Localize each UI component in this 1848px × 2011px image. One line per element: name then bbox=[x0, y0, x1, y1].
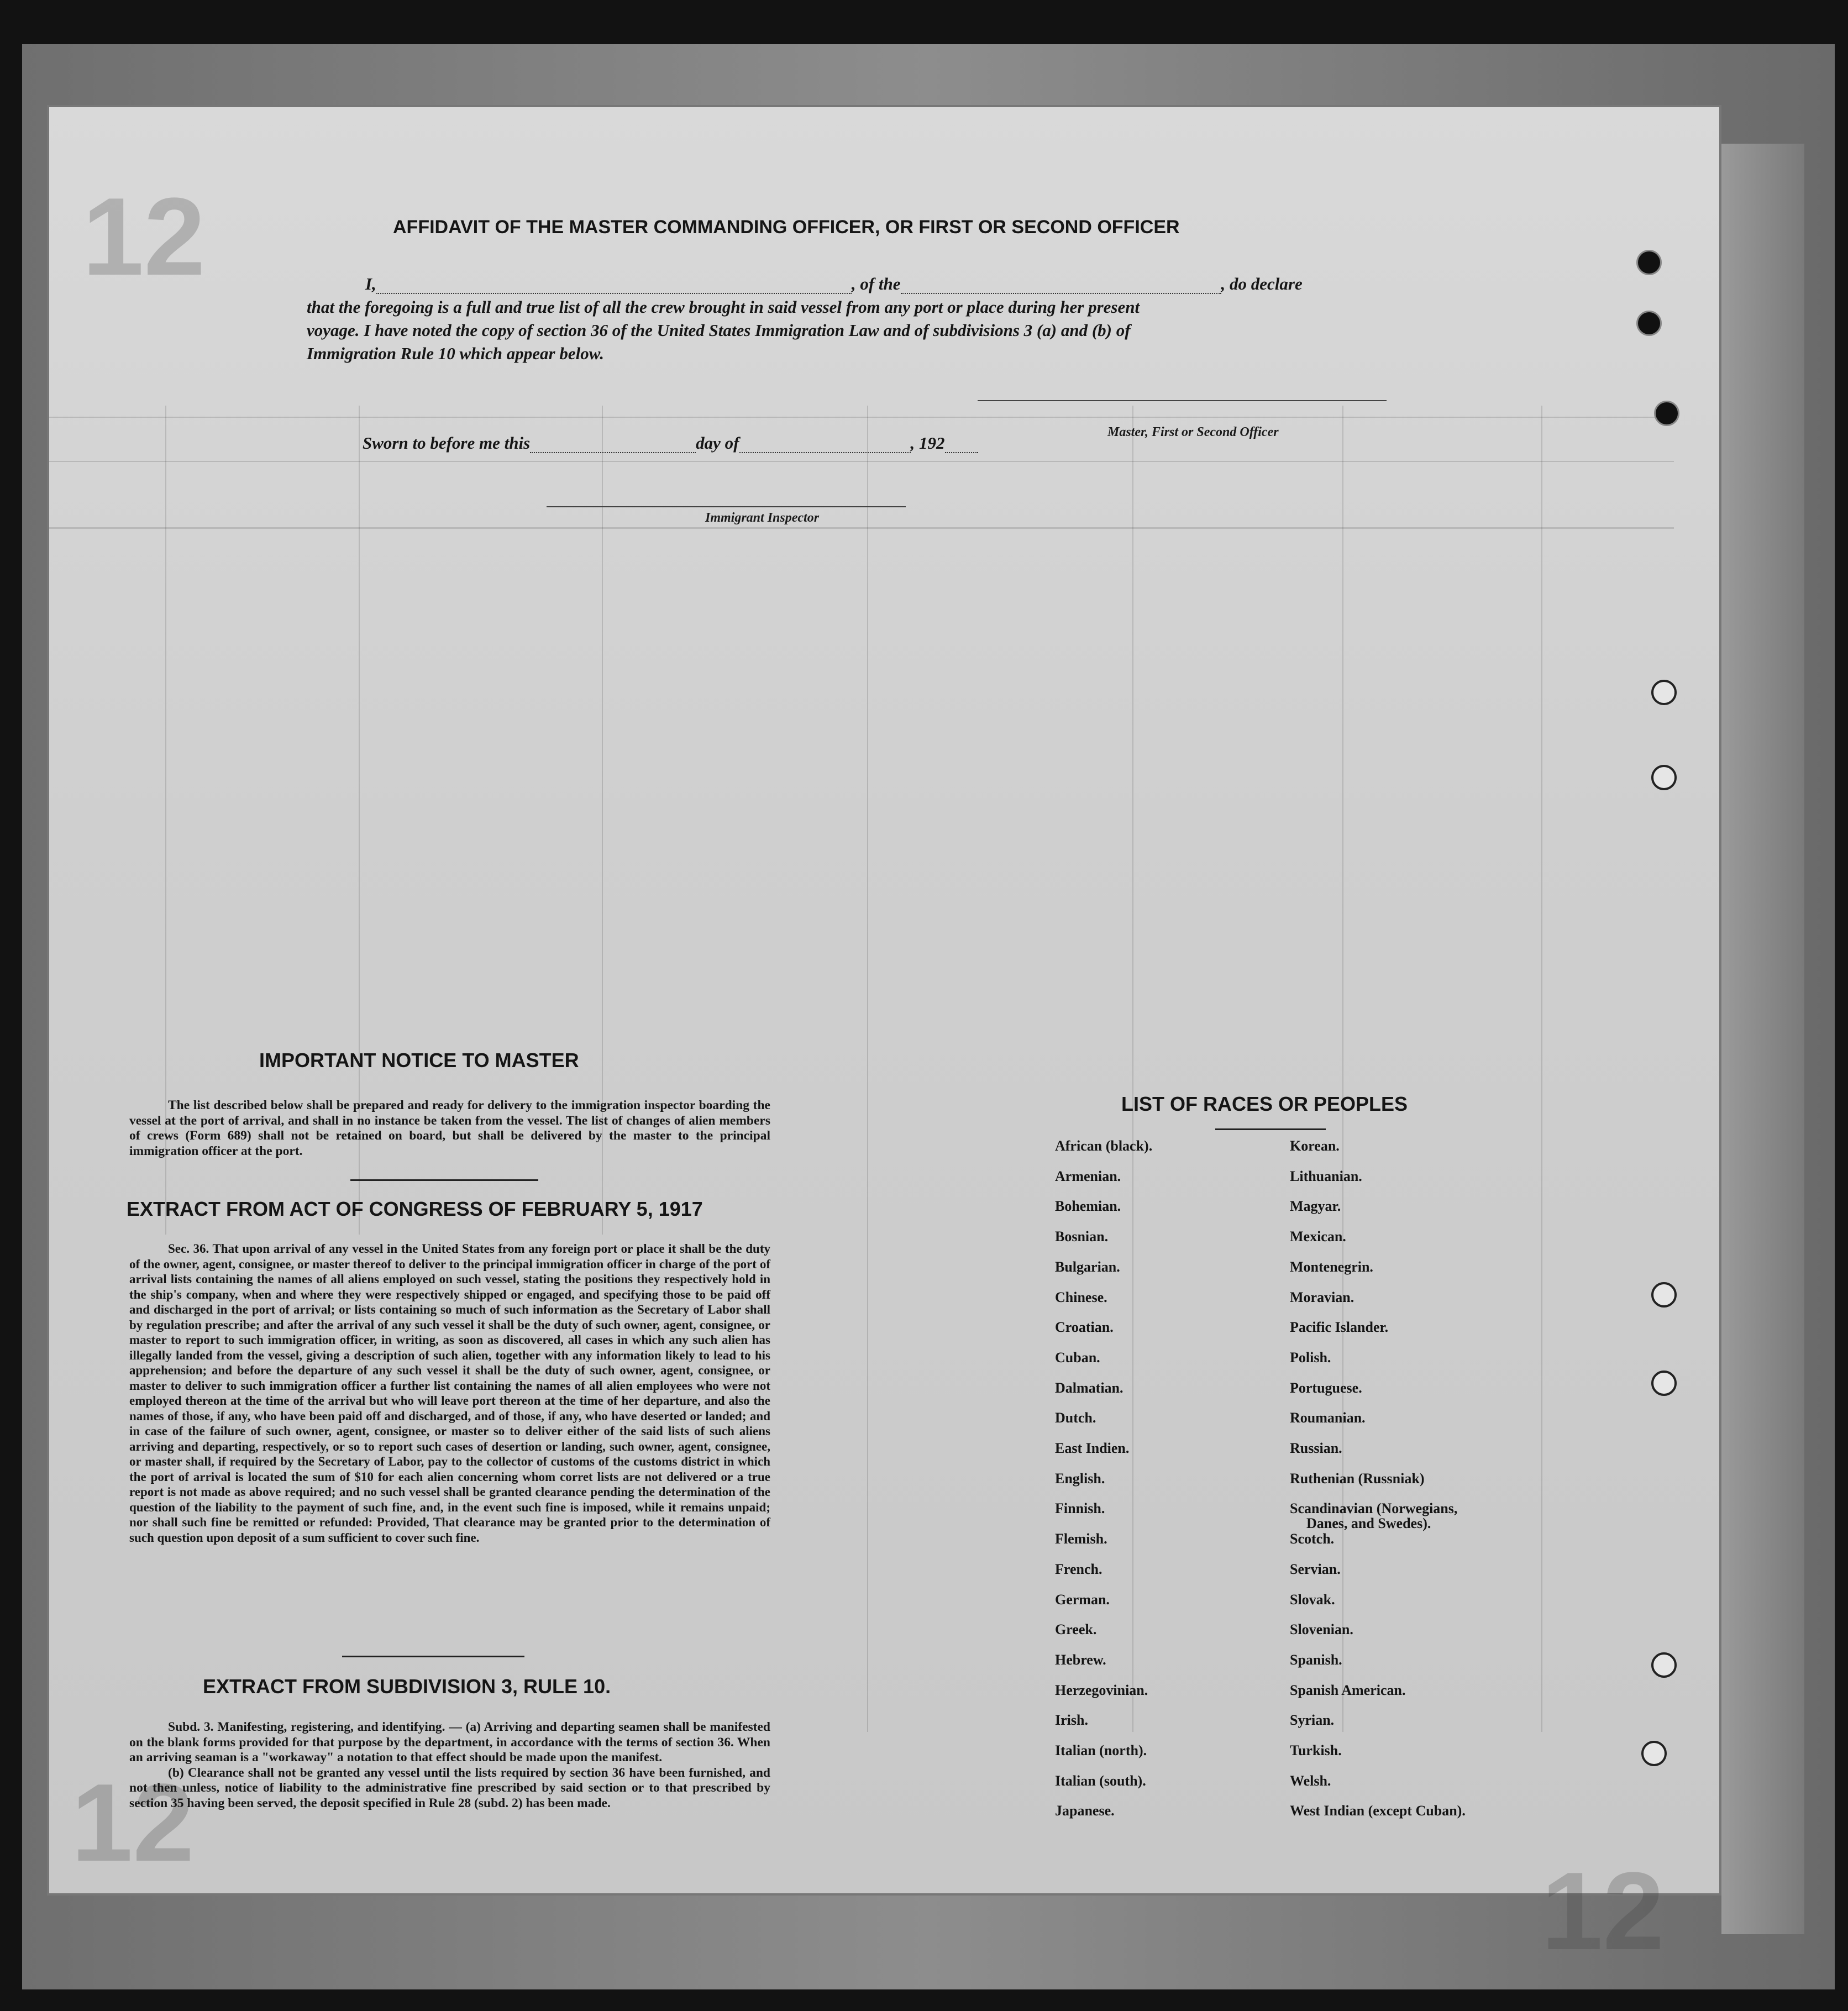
ghost-page-mark: 12 bbox=[71, 1761, 195, 1884]
race-item: Scotch. bbox=[1290, 1531, 1335, 1547]
race-item: Chinese. bbox=[1055, 1289, 1107, 1305]
race-item: Syrian. bbox=[1290, 1712, 1335, 1729]
ghost-page-mark: 12 bbox=[82, 175, 206, 298]
affidavit-i: I, bbox=[365, 274, 376, 293]
day-of-label: day of bbox=[696, 433, 739, 453]
race-item: German. bbox=[1055, 1591, 1110, 1608]
race-item: Hebrew. bbox=[1055, 1651, 1106, 1668]
ghost-rule bbox=[1342, 406, 1343, 1732]
race-item: Slovenian. bbox=[1290, 1621, 1353, 1638]
ghost-rule bbox=[49, 527, 1674, 529]
race-item: Magyar. bbox=[1290, 1198, 1341, 1215]
race-item: Cuban. bbox=[1055, 1349, 1100, 1366]
race-item: French. bbox=[1055, 1561, 1102, 1577]
race-item: English. bbox=[1055, 1470, 1105, 1487]
affidavit-declare: , do declare bbox=[1221, 274, 1303, 293]
race-item: Scandinavian (Norwegians, bbox=[1290, 1500, 1458, 1517]
race-item: Irish. bbox=[1055, 1712, 1088, 1729]
race-item: Pacific Islander. bbox=[1290, 1319, 1389, 1336]
extract-act-text bbox=[129, 1241, 770, 1545]
master-signature-label: Master, First or Second Officer bbox=[1107, 425, 1279, 439]
ghost-page-mark: 12 bbox=[1541, 1850, 1665, 1973]
rule-subdivision-b: (b) Clearance shall not be granted any vessel until the lists required by section 36 have been furnished, and not then unless, notice of liability to the administrative fine prescribed by said section or to that prescribed by section 35 having been served, the deposit specified in Rule 28 (subd. 2) has been made. bbox=[129, 1765, 770, 1810]
race-item: Finnish. bbox=[1055, 1500, 1105, 1517]
race-item: Herzegovinian. bbox=[1055, 1682, 1148, 1698]
race-item: Spanish. bbox=[1290, 1651, 1342, 1668]
month-blank[interactable] bbox=[739, 452, 911, 453]
notice-paragraph: The list described below shall be prepared and ready for delivery to the immigration inspector boarding the vessel at the port of arrival, and shall in no instance be taken from the vessel. The list of changes of alien members of crews (Form 689) shall not be retained on board, but shall be delivered by the master to the principal immigration officer at the port. bbox=[129, 1098, 770, 1158]
race-item: Servian. bbox=[1290, 1561, 1341, 1577]
divider bbox=[342, 1656, 524, 1657]
punch-hole bbox=[1651, 1282, 1677, 1308]
race-item: Portuguese. bbox=[1290, 1379, 1362, 1396]
race-item: Spanish American. bbox=[1290, 1682, 1406, 1698]
affidavit-line-2: that the foregoing is a full and true list of all the crew brought in said vessel from any port or place during her present bbox=[307, 297, 1140, 317]
vessel-blank[interactable] bbox=[901, 293, 1221, 294]
document-page bbox=[47, 105, 1721, 1973]
race-item: Danes, and Swedes). bbox=[1306, 1515, 1431, 1532]
punch-hole bbox=[1651, 1652, 1677, 1678]
race-item: Welsh. bbox=[1290, 1772, 1331, 1789]
master-signature-line[interactable] bbox=[978, 400, 1387, 401]
race-item: Bosnian. bbox=[1055, 1228, 1109, 1245]
punch-hole bbox=[1636, 250, 1662, 275]
race-item: Roumanian. bbox=[1290, 1410, 1366, 1426]
divider bbox=[1215, 1128, 1326, 1130]
punch-hole bbox=[1651, 765, 1677, 790]
race-item: East Indien. bbox=[1055, 1440, 1130, 1456]
notice-text bbox=[129, 1098, 770, 1159]
race-item: Ruthenian (Russniak) bbox=[1290, 1470, 1425, 1487]
inspector-signature-line[interactable] bbox=[547, 506, 906, 507]
punch-hole bbox=[1654, 401, 1679, 426]
affidavit-line-3: voyage. I have noted the copy of section 36 of the United States Immigration Law and of subdivisions 3 (a) and (b) of bbox=[307, 321, 1131, 340]
race-item: Armenian. bbox=[1055, 1168, 1121, 1184]
race-item: Moravian. bbox=[1290, 1289, 1355, 1305]
race-item: Turkish. bbox=[1290, 1742, 1342, 1758]
page-edge bbox=[1721, 144, 1804, 1934]
year-label: , 192 bbox=[910, 433, 945, 453]
race-item: Croatian. bbox=[1055, 1319, 1114, 1336]
punch-hole bbox=[1651, 1371, 1677, 1396]
affidavit-line-4: Immigration Rule 10 which appear below. bbox=[307, 344, 604, 363]
punch-hole bbox=[1651, 680, 1677, 705]
sworn-label: Sworn to before me this bbox=[363, 433, 531, 453]
race-item: Dutch. bbox=[1055, 1410, 1096, 1426]
notice-title: IMPORTANT NOTICE TO MASTER bbox=[259, 1049, 579, 1072]
name-blank[interactable] bbox=[376, 293, 852, 294]
race-item: Polish. bbox=[1290, 1349, 1331, 1366]
race-item: Lithuanian. bbox=[1290, 1168, 1362, 1184]
extract-rule-title: EXTRACT FROM SUBDIVISION 3, RULE 10. bbox=[203, 1675, 611, 1698]
divider bbox=[350, 1179, 538, 1181]
affidavit-title: AFFIDAVIT OF THE MASTER COMMANDING OFFICER, OR FIRST OR SECOND OFFICER bbox=[393, 217, 1180, 238]
ghost-rule bbox=[867, 406, 868, 1732]
race-item: Greek. bbox=[1055, 1621, 1097, 1638]
race-item: Bohemian. bbox=[1055, 1198, 1121, 1215]
race-item: Japanese. bbox=[1055, 1803, 1115, 1819]
race-item: Italian (north). bbox=[1055, 1742, 1147, 1758]
extract-act-paragraph: Sec. 36. That upon arrival of any vessel in the United States from any foreign port or place it shall be the duty of the owner, agent, consignee, or master thereof to deliver to the principal immigration officer in charge of the port of arrival lists containing the names of all aliens employed on such vessel, stating the positions they respectively hold in the ship's company, when and where they were respectively shipped or engaged, and specifying those to be paid off and discharged in the port of arrival; or lists containing so much of such information as the Secretary of Labor shall by regulation prescribe; and after the arrival of any such vessel it shall be the duty of such owner, agent, consignee, or master to report to such immigration officer, in writing, as soon as discovered, all cases in which any such alien has illegally landed from the vessel, giving a description of such alien, together with any information likely to lead to his apprehension; and before the departure of any such vessel it shall be the duty of such owner, agent, consignee, or master to deliver to such immigration officer a further list containing the names of all alien employees who were not employed thereon at the time of the arrival but who will leave port thereon at the time of her departure, and also the names of those, if any, who have been paid off and discharged, and of those, if any, who have deserted or landed; and in case of the failure of such owner, agent, consignee, or master so to deliver either of the said lists of such aliens arriving and departing, respectively, or so to report such cases of desertion or landing, such owner, agent, consignee, or master shall, if required by the Secretary of Labor, pay to the collector of customs of the customs district in which the port of arrival is located the sum of $10 for each alien concerning whom corret lists are not delivered or a true report is not made as above required; and no such vessel shall be granted clearance pending the determination of the question of the liability to the payment of such fine, and, in the event such fine is imposed, while it remains unpaid; nor shall such fine be remitted or refunded: Provided, That clearance may be granted prior to the determination of such question upon deposit of a sum sufficient to cover such fine. bbox=[129, 1242, 770, 1545]
ghost-rule bbox=[49, 417, 1674, 418]
rule-subdivision-a: Subd. 3. Manifesting, registering, and identifying. — (a) Arriving and departing seamen shall be manifested on the blank forms provided for that purpose by the department, in accordance with the terms of section 36. When an arriving seaman is a "workaway" a notation to that effect should be made upon the manifest. bbox=[129, 1720, 770, 1765]
extract-rule-text bbox=[129, 1720, 770, 1811]
race-item: Mexican. bbox=[1290, 1228, 1346, 1245]
ghost-rule bbox=[1132, 406, 1133, 1732]
ghost-rule bbox=[49, 461, 1674, 462]
races-title: LIST OF RACES OR PEOPLES bbox=[1121, 1093, 1408, 1115]
sworn-line bbox=[363, 433, 978, 453]
race-item: Korean. bbox=[1290, 1138, 1340, 1154]
punch-hole bbox=[1641, 1741, 1667, 1766]
race-item: Russian. bbox=[1290, 1440, 1342, 1456]
affidavit-line-1 bbox=[365, 274, 1303, 294]
race-item: Italian (south). bbox=[1055, 1772, 1146, 1789]
race-item: Flemish. bbox=[1055, 1531, 1107, 1547]
punch-hole bbox=[1636, 311, 1662, 336]
race-item: West Indian (except Cuban). bbox=[1290, 1803, 1466, 1819]
affidavit-of-the: , of the bbox=[851, 274, 901, 293]
ghost-rule bbox=[1541, 406, 1542, 1732]
race-item: African (black). bbox=[1055, 1138, 1153, 1154]
race-item: Bulgarian. bbox=[1055, 1258, 1120, 1275]
inspector-label: Immigrant Inspector bbox=[705, 511, 820, 525]
year-blank[interactable] bbox=[945, 452, 978, 453]
extract-act-title: EXTRACT FROM ACT OF CONGRESS OF FEBRUARY 5, 1917 bbox=[127, 1198, 703, 1220]
race-item: Slovak. bbox=[1290, 1591, 1335, 1608]
race-item: Dalmatian. bbox=[1055, 1379, 1124, 1396]
day-blank[interactable] bbox=[530, 452, 696, 453]
race-item: Montenegrin. bbox=[1290, 1258, 1373, 1275]
